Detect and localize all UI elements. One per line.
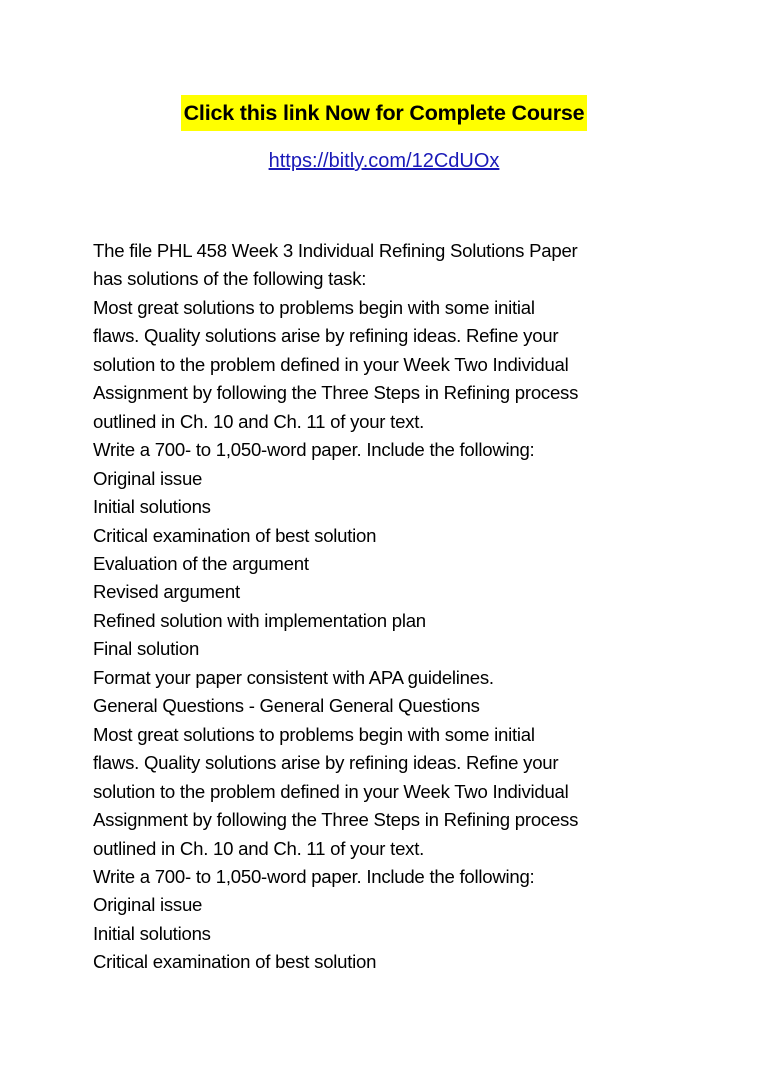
body-line: Write a 700- to 1,050-word paper. Include the following: bbox=[93, 439, 535, 461]
document-body bbox=[93, 237, 753, 977]
body-line: Final solution bbox=[93, 638, 200, 660]
course-link[interactable]: https://bitly.com/12CdUOx bbox=[268, 150, 500, 172]
body-line: Evaluation of the argument bbox=[93, 552, 309, 574]
body-line: Revised argument bbox=[93, 581, 240, 603]
course-link-wrap bbox=[0, 150, 768, 173]
body-line: Original issue bbox=[93, 467, 203, 489]
body-line: The file PHL 458 Week 3 Individual Refining Solutions Paper bbox=[93, 240, 578, 261]
body-line: Assignment by following the Three Steps in Refining process bbox=[93, 382, 579, 404]
body-line: Original issue bbox=[93, 894, 203, 916]
body-line: flaws. Quality solutions arise by refining ideas. Refine your bbox=[93, 752, 559, 774]
body-line: solution to the problem defined in your Week Two Individual bbox=[93, 353, 569, 375]
body-line: outlined in Ch. 10 and Ch. 11 of your text. bbox=[93, 410, 425, 432]
body-line: Format your paper consistent with APA guidelines. bbox=[93, 666, 494, 688]
body-line: Write a 700- to 1,050-word paper. Include the following: bbox=[93, 865, 535, 887]
title-banner bbox=[0, 95, 768, 131]
body-line: Most great solutions to problems begin with some initial bbox=[93, 296, 535, 318]
body-line: Critical examination of best solution bbox=[93, 951, 377, 973]
body-line: General Questions - General General Questions bbox=[93, 695, 480, 717]
page-title: Click this link Now for Complete Course bbox=[181, 95, 588, 131]
body-line: solution to the problem defined in your Week Two Individual bbox=[93, 780, 569, 802]
body-line: Assignment by following the Three Steps in Refining process bbox=[93, 809, 579, 831]
body-line: Critical examination of best solution bbox=[93, 524, 377, 546]
body-line: has solutions of the following task: bbox=[93, 268, 367, 290]
body-line: outlined in Ch. 10 and Ch. 11 of your text. bbox=[93, 837, 425, 859]
body-line: Initial solutions bbox=[93, 922, 211, 944]
body-line: Refined solution with implementation plan bbox=[93, 609, 426, 631]
body-line: flaws. Quality solutions arise by refining ideas. Refine your bbox=[93, 325, 559, 347]
body-line: Initial solutions bbox=[93, 496, 211, 518]
body-line: Most great solutions to problems begin with some initial bbox=[93, 723, 535, 745]
